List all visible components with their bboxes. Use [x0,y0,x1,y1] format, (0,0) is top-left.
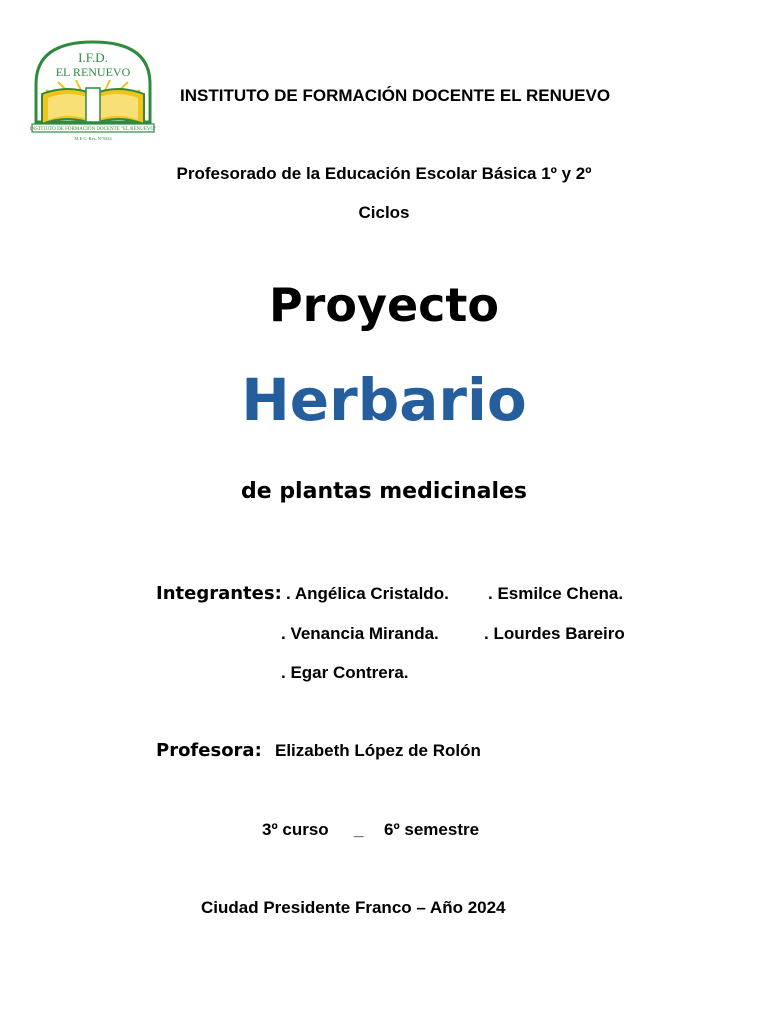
program-line-1: Profesorado de la Educación Escolar Básica 1º y 2º [176,164,592,183]
title-proyecto: Proyecto [268,278,500,332]
member-name: . Esmilce Chena. [488,584,624,603]
member-name: . Venancia Miranda. [281,624,439,643]
teacher-label [156,740,262,761]
teacher-label-colon: : [254,740,262,761]
member-name: . Lourdes Bareiro [484,624,625,643]
teacher-label-text: Profesora [156,740,255,761]
logo-reg-text: M.E.C. Res. N°9434 [74,136,112,141]
place-year: Ciudad Presidente Franco – Año 2024 [201,898,506,917]
logo-name-text: EL RENUEVO [55,65,131,79]
title-subtitle: de plantas medicinales [240,479,528,504]
title-herbario: Herbario [241,366,527,434]
program-line-2: Ciclos [358,203,410,222]
course-semester: 6º semestre [384,820,480,839]
member-name: . Egar Contrera. [281,663,409,682]
logo-ribbon-text: INSTITUTO DE FORMACIÓN DOCENTE "EL RENUEVO" [29,127,157,132]
institution-name: INSTITUTO DE FORMACIÓN DOCENTE EL RENUEVO [180,86,611,105]
course-separator: _ [354,820,364,839]
logo-top-text: I.F.D. [78,50,108,65]
institution-logo [28,38,158,144]
member-name: . Angélica Cristaldo. [286,584,449,603]
course-year: 3º curso [262,820,329,839]
members-label: Integrantes: [156,583,282,604]
teacher-name: Elizabeth López de Rolón [275,741,481,760]
